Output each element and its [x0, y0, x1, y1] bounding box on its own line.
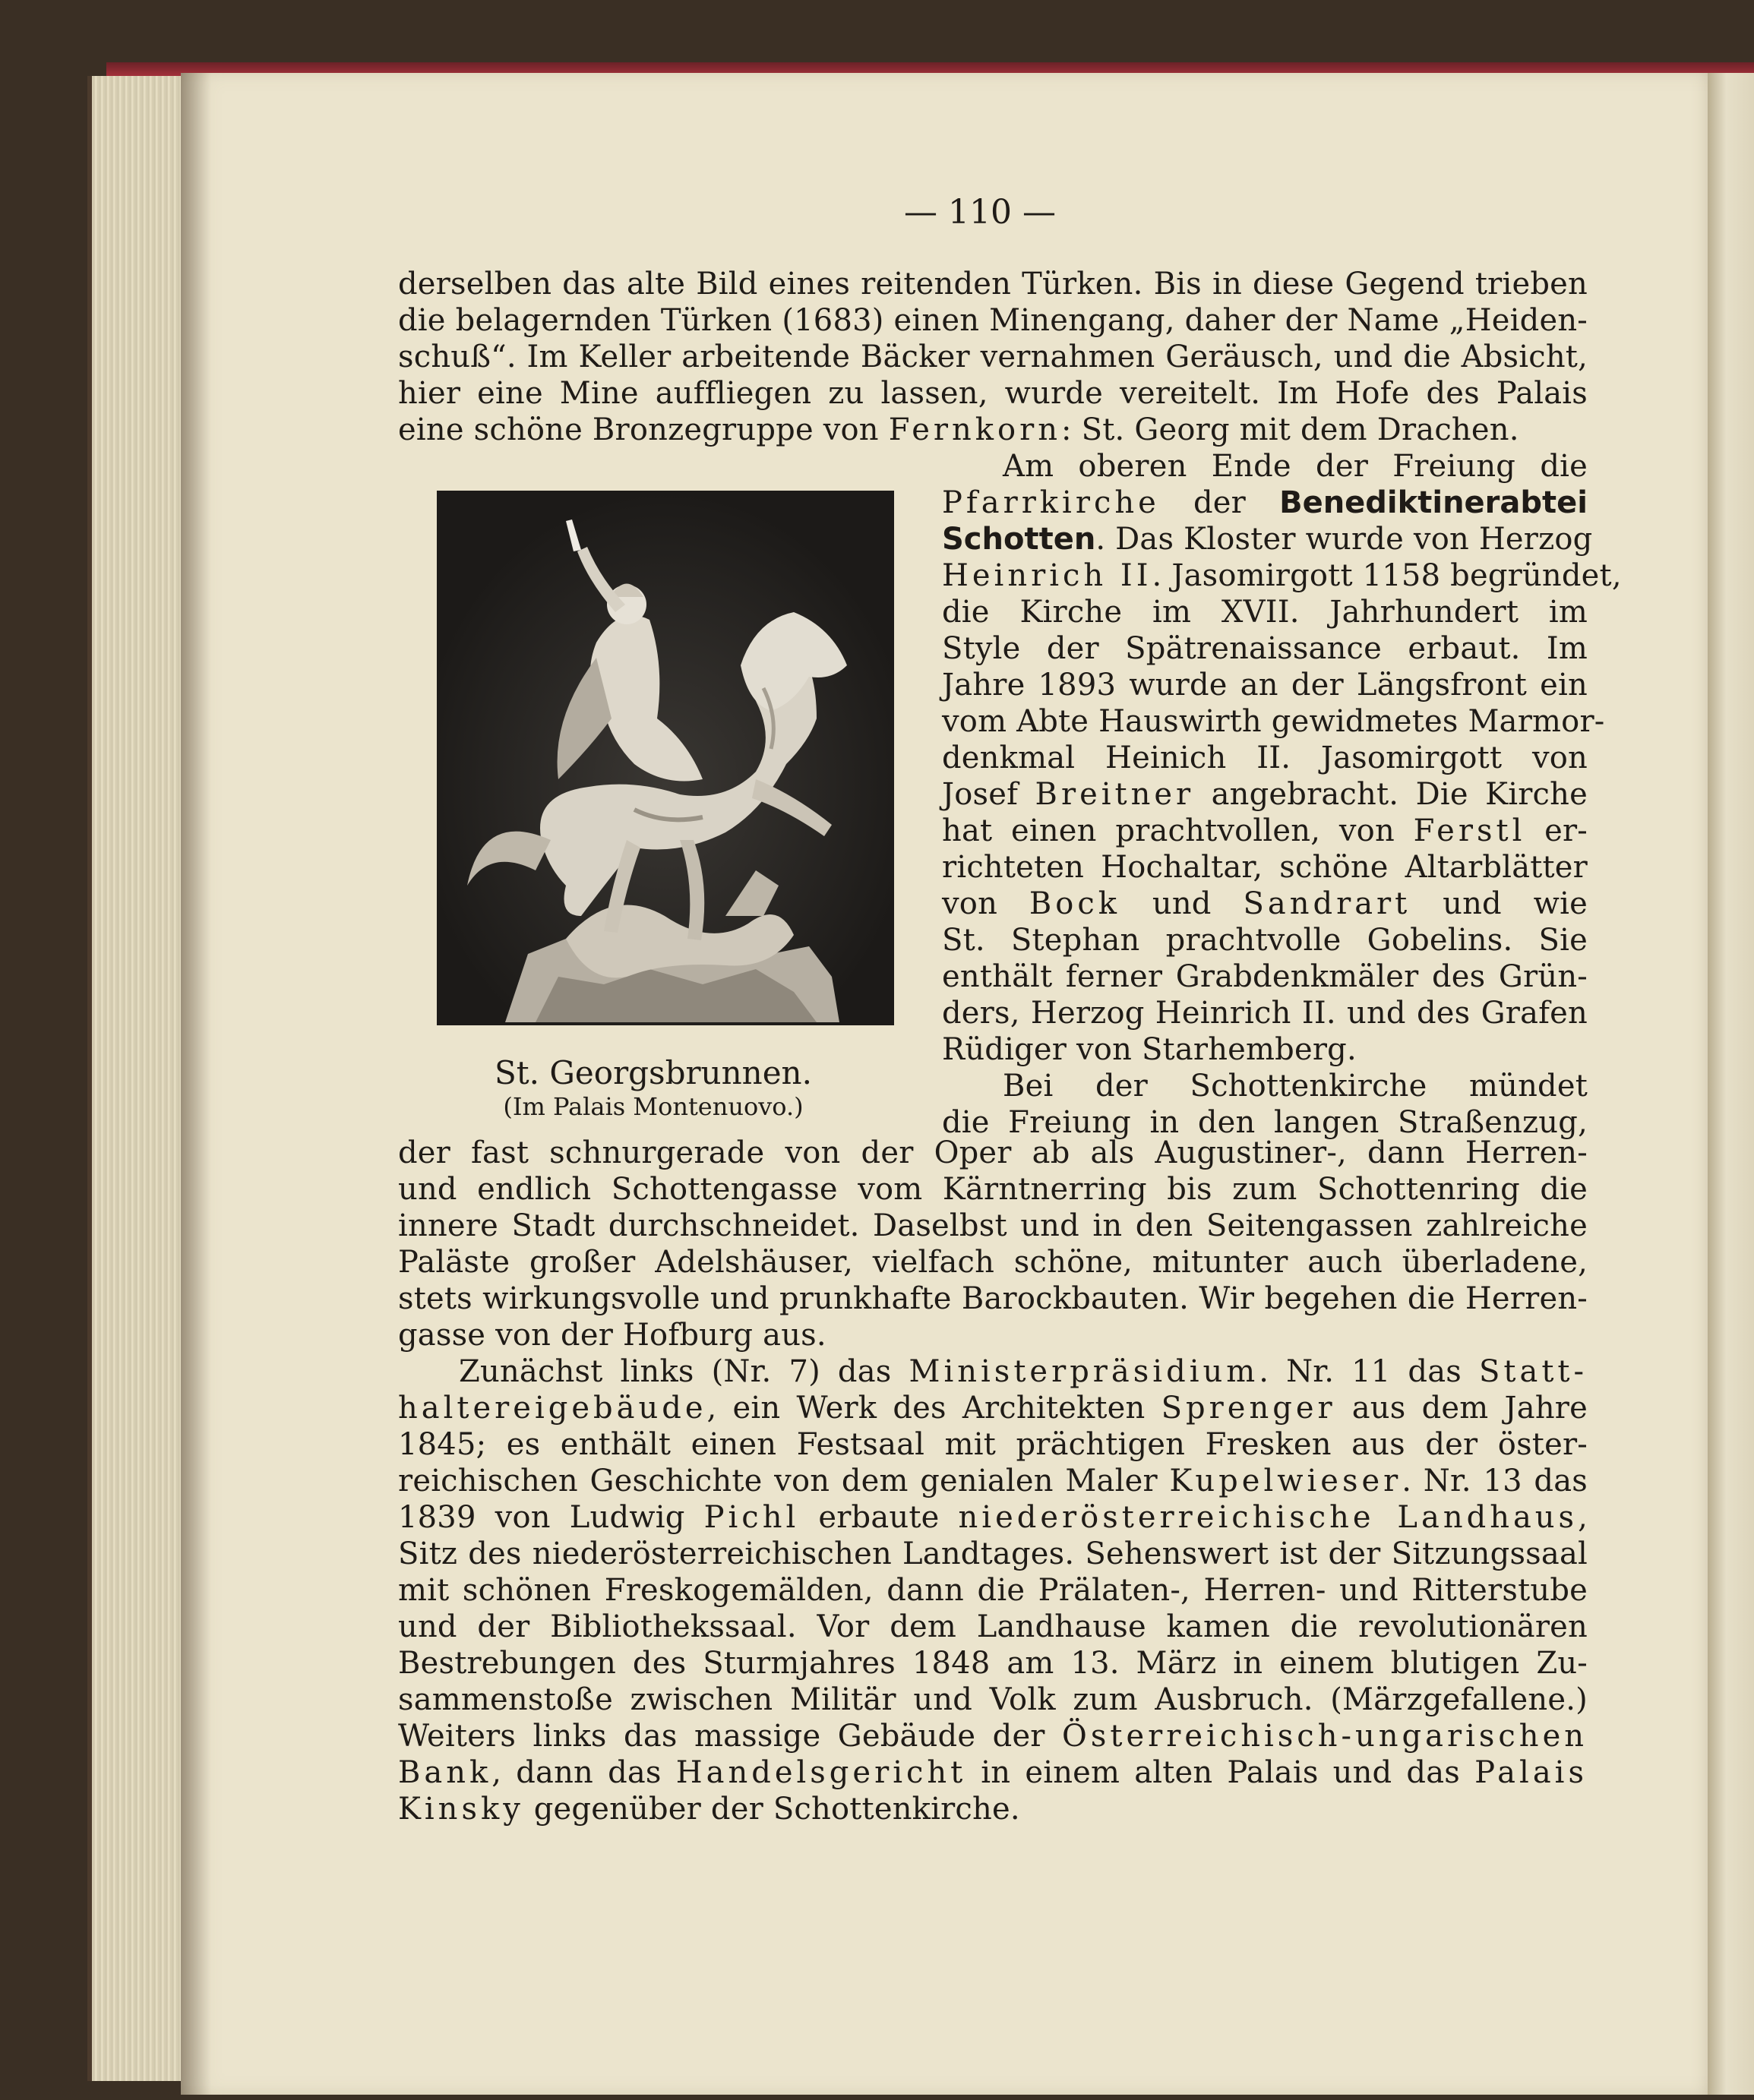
- text-span: , dann das: [491, 1755, 676, 1790]
- figure-caption-subtitle: (Im Palais Montenuovo.): [503, 1092, 804, 1121]
- text-line: Am oberen Ende der Freiung die: [1003, 449, 1588, 484]
- text-span: Josef: [942, 777, 1035, 812]
- text-line: derselben das alte Bild eines reitenden Türken. Bis in diese Gegend trieben: [398, 267, 1588, 302]
- text-line: [942, 521, 1593, 557]
- text-line: enthält ferner Grabdenkmäler des Grün-: [942, 959, 1588, 994]
- text-span: hat einen prachtvollen, von: [942, 813, 1414, 848]
- text-span: aus dem Jahre: [1335, 1391, 1588, 1426]
- text-line: Style der Spätrenaissance erbaut. Im: [942, 631, 1588, 666]
- text-line: die belagernden Türken (1683) einen Minengang, daher der Name „Heiden-: [398, 303, 1588, 338]
- text-line: hier eine Mine auffliegen zu lassen, wurde vereitelt. Im Hofe des Palais: [398, 376, 1588, 411]
- text-line: innere Stadt durchschneidet. Daselbst und in den Seitengassen zahlreiche: [398, 1208, 1588, 1243]
- text-line: [398, 1463, 1588, 1499]
- text-span: . Nr. 13 das: [1402, 1464, 1588, 1498]
- text-line: [942, 557, 1622, 594]
- next-page-edge: [1708, 73, 1754, 2095]
- text-line: richteten Hochaltar, schöne Altarblätter: [942, 850, 1588, 885]
- st-georg-figure-image: [437, 491, 894, 1025]
- text-span: er-: [1525, 813, 1588, 848]
- text-span: . Jasomirgott 1158 begründet,: [1152, 558, 1622, 593]
- text-span: angebracht. Die Kirche: [1194, 777, 1588, 812]
- text-line: Jahre 1893 wurde an der Längsfront ein: [942, 668, 1588, 703]
- text-line: 1845; es enthält einen Festsaal mit prächtigen Fresken aus der öster-: [398, 1427, 1588, 1462]
- text-line: [942, 813, 1588, 849]
- building-name: Palais: [1474, 1755, 1588, 1790]
- gutter-shadow: [181, 73, 211, 2095]
- building-name: Kinsky: [398, 1792, 524, 1827]
- text-span: . Nr. 11 das: [1259, 1354, 1479, 1389]
- abbey-name: Benediktinerabtei: [1279, 485, 1588, 520]
- building-name: Ministerpräsidium: [909, 1354, 1259, 1389]
- statue-illustration: [437, 491, 894, 1025]
- text-line: [398, 1390, 1588, 1426]
- text-line: und der Bibliothekssaal. Vor dem Landhause kamen die revolutionären: [398, 1609, 1588, 1644]
- text-line: die Freiung in den langen Straßenzug,: [942, 1105, 1588, 1140]
- text-span: . Das Kloster wurde von Herzog: [1095, 522, 1593, 557]
- building-name: Handelsgericht: [675, 1755, 967, 1790]
- person-name: Kupelwieser: [1169, 1464, 1402, 1498]
- abbey-name-2: Schotten: [942, 522, 1096, 557]
- building-name: haltereigebäude: [398, 1391, 707, 1426]
- text-span: : St. Georg mit dem Drachen.: [1061, 412, 1519, 447]
- text-span: in einem alten Palais und das: [966, 1755, 1475, 1790]
- text-span: 1839 von Ludwig: [398, 1500, 704, 1535]
- text-span: ,: [1578, 1500, 1588, 1535]
- text-line: gasse von der Hofburg aus.: [398, 1318, 826, 1353]
- text-line: Paläste großer Adelshäuser, vielfach schöne, mitunter auch überladene,: [398, 1245, 1588, 1280]
- text-line: [398, 1499, 1588, 1536]
- bottom-paragraphs: [398, 1135, 1588, 1827]
- text-line: und endlich Schottengasse vom Kärntnerring bis zum Schottenring die: [398, 1172, 1588, 1207]
- building-name: niederösterreichische Landhaus: [958, 1500, 1579, 1535]
- text-line: St. Stephan prachtvolle Gobelins. Sie: [942, 923, 1588, 958]
- text-line: schuß“. Im Keller arbeitende Bäcker vernahmen Geräusch, und die Absicht,: [398, 339, 1588, 374]
- text-line: sammenstoße zwischen Militär und Volk zum Ausbruch. (Märzgefallene.): [398, 1682, 1588, 1717]
- building-name: Österreichisch-ungarischen: [1062, 1719, 1588, 1754]
- text-span: der: [1159, 485, 1280, 520]
- person-name: Breitner: [1035, 777, 1195, 812]
- text-line: Bei der Schottenkirche mündet: [1003, 1069, 1588, 1104]
- person-name: Bock: [1029, 886, 1121, 921]
- person-name: Ferstl: [1413, 813, 1526, 848]
- text-line: Sitz des niederösterreichischen Landtages. Sehenswert ist der Sitzungssaal: [398, 1536, 1588, 1571]
- text-line: der fast schnurgerade von der Oper ab als Augustiner-, dann Herren-: [398, 1135, 1588, 1170]
- text-line: stets wirkungsvolle und prunkhafte Barockbauten. Wir begehen die Herren-: [398, 1281, 1588, 1316]
- text-span: und: [1120, 886, 1244, 921]
- text-line: [942, 485, 1588, 521]
- person-name: Fernkorn: [888, 412, 1062, 447]
- text-line: [398, 1791, 1588, 1827]
- text-span: gegenüber der Schottenkirche.: [523, 1792, 1020, 1827]
- text-line: [942, 776, 1588, 813]
- text-span: reichischen Geschichte von dem genialen Maler: [398, 1464, 1170, 1498]
- text-span: eine schöne Bronzegruppe von: [398, 412, 889, 447]
- building-name: Bank: [398, 1755, 492, 1790]
- page-number: — 110 —: [904, 193, 1056, 232]
- text-span: und wie: [1411, 886, 1588, 921]
- text-span: von: [942, 886, 1029, 921]
- church-name: Pfarrkirche: [942, 485, 1160, 520]
- right-column-text: [942, 448, 1622, 1141]
- text-span: Zunächst links (Nr. 7) das: [459, 1354, 909, 1389]
- text-span: erbaute: [799, 1500, 959, 1535]
- text-line: [398, 1754, 1588, 1791]
- text-line: [398, 1353, 1588, 1390]
- text-line: denkmal Heinich II. Jasomirgott von: [942, 741, 1588, 775]
- person-name: Sandrart: [1243, 886, 1411, 921]
- text-span: , ein Werk des Architekten: [706, 1391, 1161, 1426]
- figure-caption-title: St. Georgsbrunnen.: [495, 1054, 812, 1091]
- text-line: die Kirche im XVII. Jahrhundert im: [942, 595, 1588, 630]
- text-line: [942, 886, 1588, 922]
- text-line: vom Abte Hauswirth gewidmetes Marmor-: [942, 704, 1605, 739]
- text-line: [398, 1718, 1588, 1754]
- text-line: Bestrebungen des Sturmjahres 1848 am 13. März in einem blutigen Zu-: [398, 1646, 1588, 1681]
- top-paragraph: [398, 266, 1588, 448]
- text-line: mit schönen Freskogemälden, dann die Prälaten-, Herren- und Ritterstube: [398, 1573, 1588, 1608]
- text-span: Weiters links das massige Gebäude der: [398, 1719, 1063, 1754]
- person-name: Heinrich II: [942, 558, 1152, 593]
- text-line: ders, Herzog Heinrich II. und des Grafen: [942, 996, 1588, 1031]
- building-name: Statt-: [1479, 1354, 1588, 1389]
- person-name: Sprenger: [1161, 1391, 1336, 1426]
- text-line: [398, 412, 1588, 448]
- text-line: Rüdiger von Starhemberg.: [942, 1032, 1357, 1067]
- person-name: Pichl: [703, 1500, 800, 1535]
